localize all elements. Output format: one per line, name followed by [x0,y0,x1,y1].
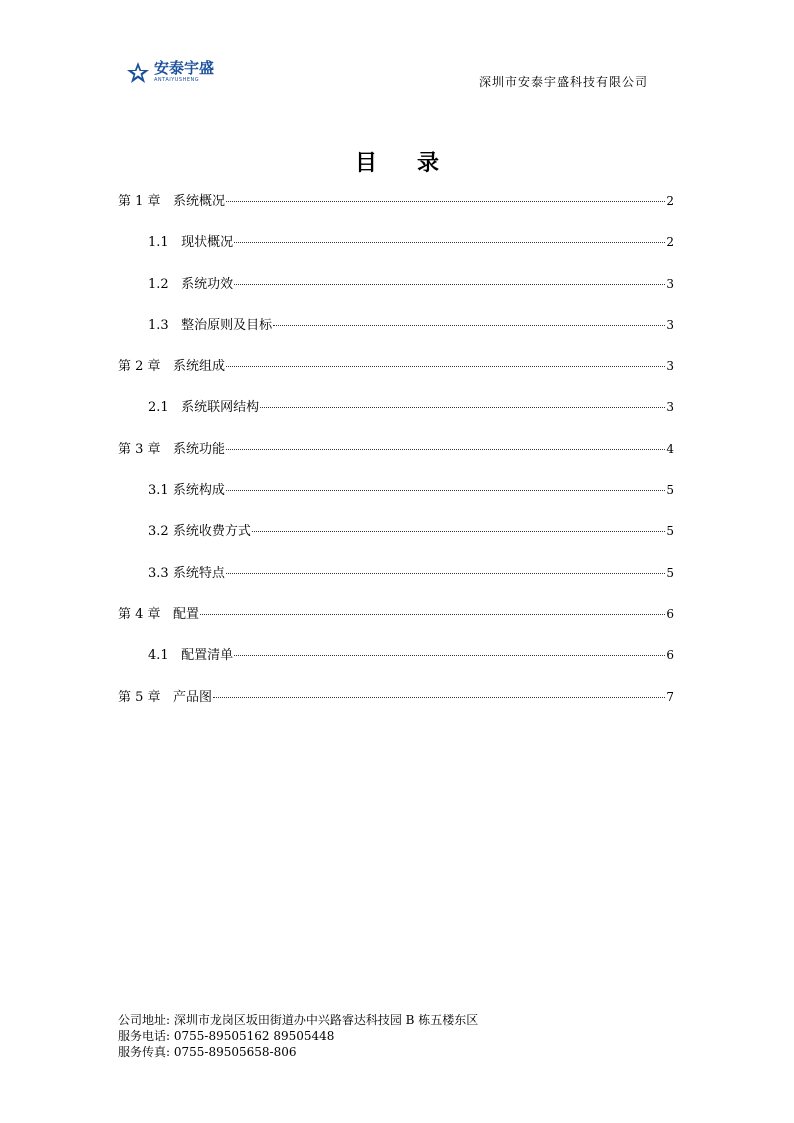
toc-entry-page: 4 [666,441,674,456]
toc-entry-text: 系统组成 [172,359,225,375]
toc-entry-label [148,645,233,667]
toc-entry-page: 2 [666,194,674,208]
toc-entry-gap [161,194,173,209]
toc-entry-label [118,439,225,461]
toc-entry-number: 3.1 [148,483,169,499]
toc-entry-label [118,356,225,378]
toc-entry-text: 系统功效 [181,276,234,292]
toc-entry-gap [161,690,173,705]
toc-entry[interactable] [118,273,674,314]
toc-entry-page: 6 [666,606,674,621]
toc-entry[interactable] [118,190,674,231]
logo-subtext: ANTAIYUSHENG [154,77,200,83]
toc-dot-leader [226,366,665,367]
toc-entry-page: 3 [666,400,674,415]
toc-entry-gap [169,235,181,250]
toc-entry-text: 系统构成 [172,483,225,499]
toc-entry-number: 3.3 [148,565,169,581]
toc-entry-page: 3 [666,359,674,374]
toc-entry-text: 系统联网结构 [181,400,260,416]
toc-dot-leader [213,697,665,698]
toc-entry-number: 1.3 [148,317,169,333]
toc-dot-leader [200,614,665,615]
toc-entry-text: 产品图 [172,689,212,705]
toc-entry-label [148,563,225,585]
toc-entry[interactable] [118,355,674,396]
toc-dot-leader [226,449,665,450]
footer-address: 公司地址: 深圳市龙岗区坂田街道办中兴路睿达科技园 B 栋五楼东区 [118,1013,479,1027]
toc-entry-text: 整治原则及目标 [181,317,273,333]
header-divider [118,96,674,97]
toc-dot-leader [226,490,666,491]
toc-entry[interactable] [118,314,674,355]
toc-entry-page: 5 [666,483,674,498]
toc-entry-label [148,315,272,337]
toc-entry-label [118,604,199,626]
footer-fax: 服务传真: 0755-89505658-806 [118,1045,297,1059]
toc-entry-label [148,232,233,254]
toc-entry-number: 4.1 [148,648,169,664]
toc-entry-number: 1.2 [148,276,169,292]
toc-entry-number: 第 3 章 [118,441,161,457]
toc-entry-page: 5 [666,565,674,580]
company-logo [126,58,226,86]
toc-entry-text: 系统特点 [172,565,225,581]
toc-entry-label [148,480,225,502]
toc-entry-label [118,191,225,213]
toc-entry-page: 3 [666,276,674,291]
toc-entry[interactable] [118,479,674,520]
toc-dot-leader [252,531,666,532]
footer-phone: 服务电话: 0755-89505162 89505448 [118,1029,335,1043]
toc-entry[interactable] [118,438,674,479]
toc-entry-number: 2.1 [148,400,169,416]
toc-entry-gap [169,648,181,663]
toc-entry-number: 3.2 [148,524,169,540]
toc-entry[interactable] [118,231,674,272]
toc-entry-number: 第 1 章 [118,194,161,209]
toc-entry-page: 5 [666,524,674,539]
toc-dot-leader [226,201,665,202]
toc-entry-text: 配置清单 [181,648,234,664]
toc-entry-gap [161,359,173,374]
toc-entry-label [148,274,233,296]
toc-entry-text: 配置 [172,606,199,622]
toc-entry-number: 第 4 章 [118,606,161,622]
toc-dot-leader [234,284,665,285]
toc-entry-gap [161,607,173,622]
toc-entry[interactable] [118,603,674,644]
toc-entry-gap [169,400,181,415]
toc-entry-number: 1.1 [148,235,169,251]
toc-entry[interactable] [118,686,674,727]
toc-entry-text: 系统收费方式 [172,524,251,540]
toc-entry[interactable] [118,644,674,685]
logo-star-icon [126,60,150,84]
table-of-contents [118,190,674,727]
toc-entry-gap [161,442,173,457]
toc-entry-text: 系统概况 [172,194,225,209]
toc-entry[interactable] [118,562,674,603]
toc-dot-leader [234,655,665,656]
toc-entry-label [148,397,259,419]
toc-entry-gap [169,277,181,292]
toc-entry[interactable] [118,396,674,437]
footer-contact [118,1012,478,1060]
toc-dot-leader [260,407,665,408]
toc-entry-text: 系统功能 [172,441,225,457]
toc-entry-number: 第 2 章 [118,359,161,375]
toc-entry-page: 3 [666,317,674,332]
toc-dot-leader [234,242,665,243]
toc-entry[interactable] [118,520,674,561]
toc-entry-gap [169,318,181,333]
logo-name: 安泰宇盛 [154,59,215,77]
toc-dot-leader [226,573,666,574]
toc-entry-text: 现状概况 [181,235,234,251]
toc-entry-page: 2 [666,235,674,250]
header-company-name: 深圳市安泰宇盛科技有限公司 [478,75,648,89]
toc-entry-label [148,521,251,543]
toc-entry-page: 7 [666,689,674,704]
toc-entry-label [118,687,212,709]
toc-title: 目录 [354,150,479,176]
toc-dot-leader [273,325,665,326]
toc-entry-number: 第 5 章 [118,689,161,705]
toc-entry-page: 6 [666,648,674,663]
